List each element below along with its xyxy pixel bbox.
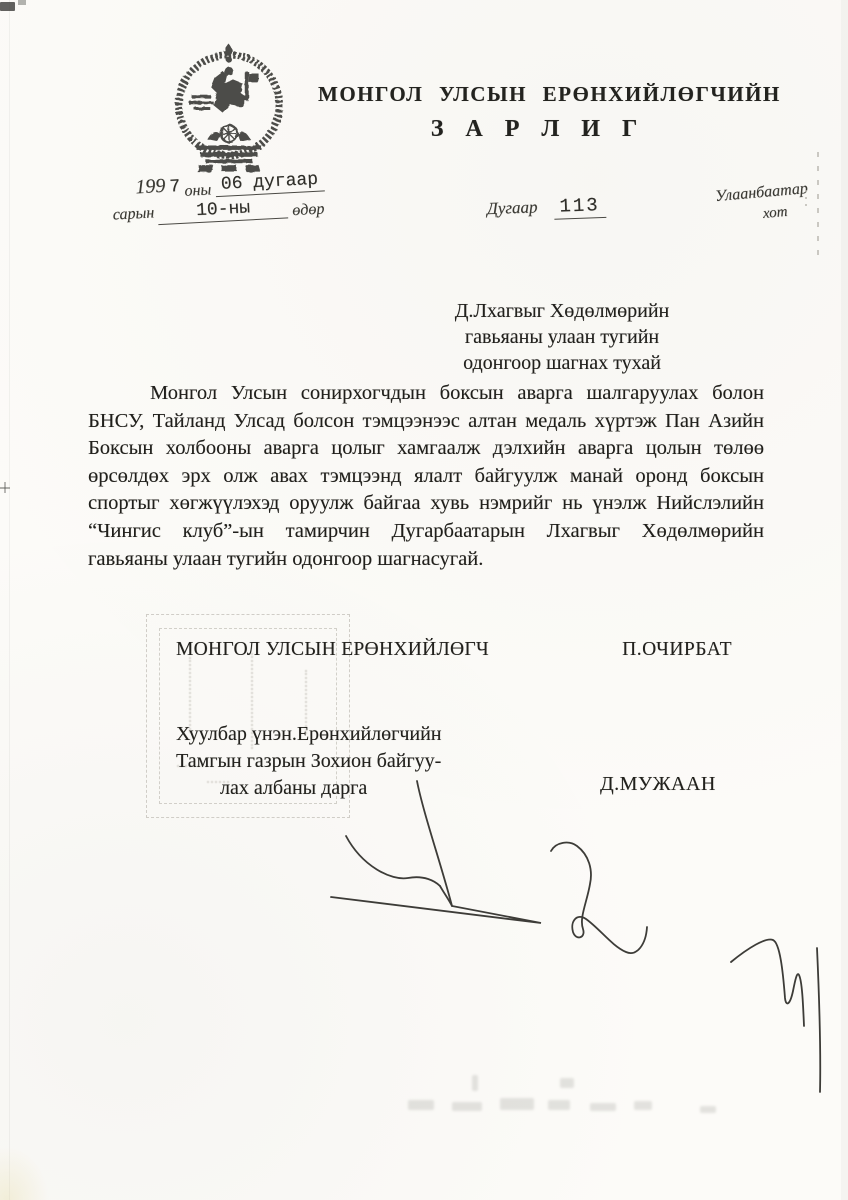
subject-line: гавьяаны улаан тугийн bbox=[464, 326, 660, 348]
president-name: П.ОЧИРБАТ bbox=[622, 639, 732, 660]
subject-line: одонгоор шагнах тухай bbox=[463, 352, 661, 374]
certifier-name: Д.МУЖААН bbox=[600, 773, 716, 795]
date-month-value: 06 дугаар bbox=[214, 169, 324, 197]
decree-title: З А Р Л И Г bbox=[430, 116, 646, 142]
bleed-through-mark bbox=[590, 1103, 616, 1111]
bleed-through-mark bbox=[472, 1075, 478, 1091]
pen-mark-right-margin bbox=[731, 940, 820, 1092]
bleed-through-mark bbox=[700, 1106, 716, 1113]
bleed-through-mark bbox=[500, 1098, 534, 1110]
date-block bbox=[111, 166, 326, 227]
certification-line: Хуулбар үнэн.Ерөнхийлөгчийн bbox=[176, 723, 442, 745]
bleed-through-mark bbox=[560, 1078, 574, 1088]
date-year-value: 7 bbox=[168, 176, 181, 198]
handwritten-signature-president bbox=[331, 781, 541, 923]
bleed-through-mark bbox=[408, 1100, 434, 1110]
place-city: Улаанбаатар bbox=[714, 180, 809, 206]
decree-body-text: Монгол Улсын сонирхогчдын боксын аварга шалгаруулах болон БНСУ, Тайланд Улсад болсон тэмцээнээс алтан медаль хүртэж Пан Азийн Боксын холбооны аварга цолыг хамгаалж дэлхийн аварга цолын төлөө өрсөлдөх эрх олж авах тэмцээнд ялалт байгуулж манай оронд боксын спортыг хөгжүүлэхэд оруулж байгаа хувь нэмрийг нь үнэлж Нийслэлийн “Чингис клуб”-ын тамирчин Дугарбаатарын Лхагвыг Хөдөлмөрийн гавьяаны улаан тугийн одонгоор шагнасугай. bbox=[88, 382, 764, 570]
president-title: МОНГОЛ УЛСЫН ЕРӨНХИЙЛӨГЧ bbox=[176, 639, 489, 660]
decree-subject bbox=[418, 298, 706, 376]
place-block bbox=[714, 180, 810, 227]
mongolia-state-emblem-icon bbox=[168, 40, 290, 178]
decree-header bbox=[318, 82, 781, 143]
issuer-title: МОНГОЛ УЛСЫН ЕРӨНХИЙЛӨГЧИЙН bbox=[318, 82, 781, 106]
president-signature-row bbox=[176, 639, 732, 661]
date-day-value: 10-ны bbox=[158, 196, 289, 225]
decree-number-value: 113 bbox=[553, 194, 606, 220]
subject-line: Д.Лхагвыг Хөдөлмөрийн bbox=[454, 300, 670, 322]
certification-block bbox=[176, 721, 486, 802]
date-year-label: оны bbox=[184, 181, 212, 200]
scan-registration-mark bbox=[4, 482, 6, 493]
certification-line: Тамгын газрын Зохион байгуу- bbox=[176, 750, 442, 772]
bleed-through-mark bbox=[634, 1101, 652, 1110]
scan-edge-line bbox=[9, 0, 10, 1200]
certification-line: лах албаны дарга bbox=[220, 777, 368, 799]
handwritten-signature-secretary bbox=[551, 843, 647, 954]
scan-corner-mark bbox=[18, 0, 26, 5]
date-month-label: сарын bbox=[112, 204, 155, 224]
scan-stain bbox=[0, 1120, 70, 1200]
place-city-suffix: хот bbox=[762, 203, 789, 222]
date-day-label: өдөр bbox=[291, 200, 325, 220]
decree-number-label: Дугаар bbox=[486, 197, 538, 219]
bleed-through-mark bbox=[452, 1102, 482, 1111]
scan-corner-mark bbox=[0, 2, 15, 11]
decree-number-block bbox=[487, 194, 606, 222]
bleed-through-mark bbox=[548, 1100, 570, 1110]
scan-edge-shadow bbox=[841, 0, 848, 1200]
date-year-preprint: 199 bbox=[134, 174, 166, 199]
